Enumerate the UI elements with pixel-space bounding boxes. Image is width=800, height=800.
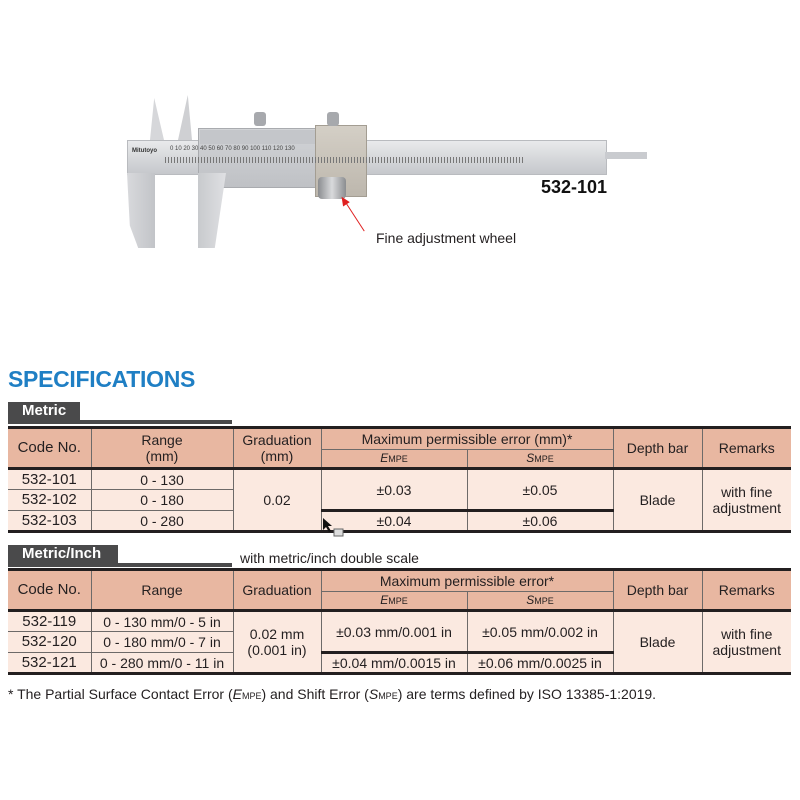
col-depth-bar: Depth bar	[613, 428, 702, 469]
range-cell: 0 - 180 mm/0 - 7 in	[91, 632, 233, 653]
col-remarks: Remarks	[702, 428, 791, 469]
code-cell: 532-103	[8, 511, 91, 532]
col-depth-bar: Depth bar	[613, 570, 702, 611]
table-row	[8, 469, 791, 490]
empe-cell: ±0.04 mm/0.0015 in	[321, 653, 467, 674]
smpe-letter: S	[526, 593, 535, 607]
clamp-screw-icon	[327, 112, 339, 126]
col-mpe: Maximum permissible error*	[321, 570, 613, 592]
remarks-line2: adjustment	[712, 642, 781, 658]
mouse-cursor-icon	[322, 517, 344, 539]
footnote	[8, 686, 656, 702]
annotation-arrow	[343, 199, 365, 231]
inside-jaw-fixed	[150, 98, 164, 140]
col-graduation-line1: Graduation	[242, 432, 312, 448]
col-graduation	[233, 428, 321, 469]
annotation-label: Fine adjustment wheel	[376, 230, 517, 246]
graduation-line1: 0.02 mm	[249, 626, 305, 642]
col-code: Code No.	[8, 570, 91, 611]
col-empe	[321, 592, 467, 611]
depth-bar-cell: Blade	[613, 611, 702, 674]
col-code: Code No.	[8, 428, 91, 469]
col-graduation: Graduation	[233, 570, 321, 611]
outside-jaw-slider	[198, 173, 226, 248]
graduation-cell: 0.02	[233, 469, 321, 532]
inside-jaw-slider	[178, 95, 192, 140]
col-smpe	[467, 592, 613, 611]
depth-bar-cell: Blade	[613, 469, 702, 532]
model-label: 532-101	[541, 177, 608, 197]
metric-tab-label: Metric	[8, 402, 80, 420]
smpe-sub: MPE	[534, 596, 554, 606]
range-cell: 0 - 280	[91, 511, 233, 532]
empe-sub: MPE	[388, 596, 408, 606]
range-cell: 0 - 180	[91, 490, 233, 511]
smpe-cell: ±0.05	[467, 469, 613, 511]
scale-ticks	[165, 157, 525, 163]
empe-letter: E	[380, 451, 389, 465]
code-cell: 532-101	[8, 469, 91, 490]
col-mpe: Maximum permissible error (mm)*	[321, 428, 613, 450]
code-cell: 532-121	[8, 653, 91, 674]
metric-section-header	[8, 402, 232, 424]
col-graduation-line2: (mm)	[260, 448, 294, 464]
brand-logo: Mitutoyo	[132, 148, 157, 154]
clamp-screw-icon	[254, 112, 266, 126]
remarks-line1: with fine	[721, 626, 773, 642]
range-cell: 0 - 130 mm/0 - 5 in	[91, 611, 233, 632]
depth-bar	[605, 152, 647, 159]
section-rule	[8, 563, 232, 567]
table-row	[8, 611, 791, 632]
empe-letter: E	[380, 593, 389, 607]
empe-sub: MPE	[388, 454, 408, 464]
scale-numbers: 0 10 20 30 40 50 60 70 80 90 100 110 120 130	[170, 146, 295, 152]
empe-cell: ±0.03	[321, 469, 467, 511]
smpe-cell: ±0.05 mm/0.002 in	[467, 611, 613, 653]
footnote-e-sub: MPE	[241, 691, 262, 701]
col-empe	[321, 450, 467, 469]
empe-cell: ±0.03 mm/0.001 in	[321, 611, 467, 653]
metric-inch-spec-table	[8, 568, 791, 675]
footnote-e: E	[232, 686, 242, 702]
col-range-line2: (mm)	[145, 448, 179, 464]
empe-cell: ±0.04	[321, 511, 467, 532]
code-cell: 532-119	[8, 611, 91, 632]
smpe-letter: S	[526, 451, 535, 465]
code-cell: 532-102	[8, 490, 91, 511]
smpe-cell: ±0.06	[467, 511, 613, 532]
footnote-text: * The Partial Surface Contact Error (	[8, 686, 233, 702]
metric-spec-table	[8, 426, 791, 533]
code-cell: 532-120	[8, 632, 91, 653]
remarks-cell	[702, 469, 791, 532]
graduation-line2: (0.001 in)	[247, 642, 307, 658]
col-range	[91, 428, 233, 469]
col-range-line1: Range	[141, 432, 183, 448]
footnote-text: ) and Shift Error (	[261, 686, 369, 702]
page-title: SPECIFICATIONS	[8, 366, 196, 392]
graduation-cell	[233, 611, 321, 674]
smpe-sub: MPE	[534, 454, 554, 464]
section-rule	[8, 420, 232, 424]
section-note: with metric/inch double scale	[240, 550, 419, 566]
range-cell: 0 - 280 mm/0 - 11 in	[91, 653, 233, 674]
footnote-s: S	[368, 686, 379, 702]
footnote-s-sub: MPE	[378, 691, 398, 701]
col-range: Range	[91, 570, 233, 611]
metric-inch-tab-label: Metric/Inch	[8, 545, 118, 563]
remarks-line2: adjustment	[712, 500, 781, 516]
smpe-cell: ±0.06 mm/0.0025 in	[467, 653, 613, 674]
outside-jaw-fixed	[127, 173, 155, 248]
slider-window	[200, 130, 318, 144]
metric-inch-section-header	[8, 545, 788, 567]
col-smpe	[467, 450, 613, 469]
remarks-line1: with fine	[721, 484, 773, 500]
remarks-cell	[702, 611, 791, 674]
col-remarks: Remarks	[702, 570, 791, 611]
footnote-text: ) are terms defined by ISO 13385-1:2019.	[397, 686, 657, 702]
range-cell: 0 - 130	[91, 469, 233, 490]
